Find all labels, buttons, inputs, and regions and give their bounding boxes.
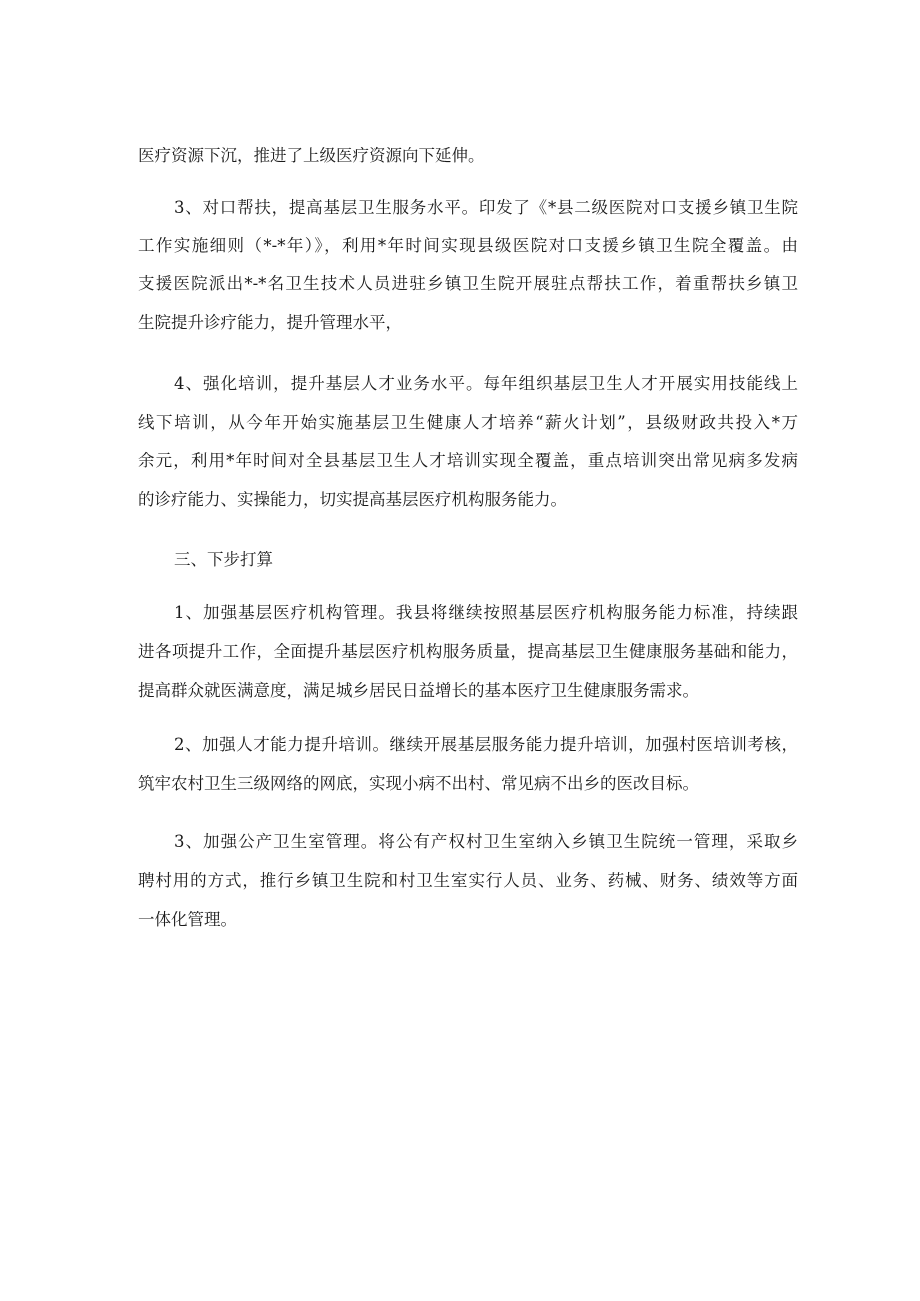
section-heading-next-steps: 三、下步打算	[174, 550, 273, 569]
paragraph-plan-2-line-1: 2、加强人才能力提升培训。继续开展基层服务能力提升培训，加强村医培训考核，	[174, 735, 798, 754]
paragraph-item-4-line-4: 的诊疗能力、实操能力，切实提高基层医疗机构服务能力。	[138, 490, 567, 509]
paragraph-plan-1-line-2: 进各项提升工作，全面提升基层医疗机构服务质量，提高基层卫生健康服务基础和能力，	[138, 642, 798, 661]
paragraph-item-3-line-1: 3、对口帮扶，提高基层卫生服务水平。印发了《*县二级医院对口支援乡镇卫生院	[174, 198, 798, 217]
paragraph-plan-3-line-1: 3、加强公产卫生室管理。将公有产权村卫生室纳入乡镇卫生院统一管理，采取乡	[174, 832, 798, 851]
paragraph-plan-1-line-1: 1、加强基层医疗机构管理。我县将继续按照基层医疗机构服务能力标准，持续跟	[174, 603, 798, 622]
paragraph-item-3-line-4: 生院提升诊疗能力，提升管理水平，	[138, 313, 402, 332]
paragraph-plan-3-line-2: 聘村用的方式，推行乡镇卫生院和村卫生室实行人员、业务、药械、财务、绩效等方面	[138, 871, 798, 890]
paragraph-continuation-line-1: 医疗资源下沉，推进了上级医疗资源向下延伸。	[138, 146, 485, 165]
paragraph-item-4-line-3: 余元，利用*年时间对全县基层卫生人才培训实现全覆盖，重点培训突出常见病多发病	[138, 451, 798, 470]
paragraph-plan-3-line-3: 一体化管理。	[138, 910, 237, 929]
paragraph-item-3-line-2: 工作实施细则（*-*年）》，利用*年时间实现县级医院对口支援乡镇卫生院全覆盖。由	[138, 236, 798, 255]
paragraph-plan-2-line-2: 筑牢农村卫生三级网络的网底，实现小病不出村、常见病不出乡的医改目标。	[138, 774, 699, 793]
paragraph-item-3-line-3: 支援医院派出*-*名卫生技术人员进驻乡镇卫生院开展驻点帮扶工作，着重帮扶乡镇卫	[138, 274, 798, 293]
paragraph-plan-1-line-3: 提高群众就医满意度，满足城乡居民日益增长的基本医疗卫生健康服务需求。	[138, 681, 699, 700]
paragraph-item-4-line-2: 线下培训，从今年开始实施基层卫生健康人才培养“薪火计划”，县级财政共投入*万	[138, 413, 798, 432]
paragraph-item-4-line-1: 4、强化培训，提升基层人才业务水平。每年组织基层卫生人才开展实用技能线上	[174, 374, 798, 393]
